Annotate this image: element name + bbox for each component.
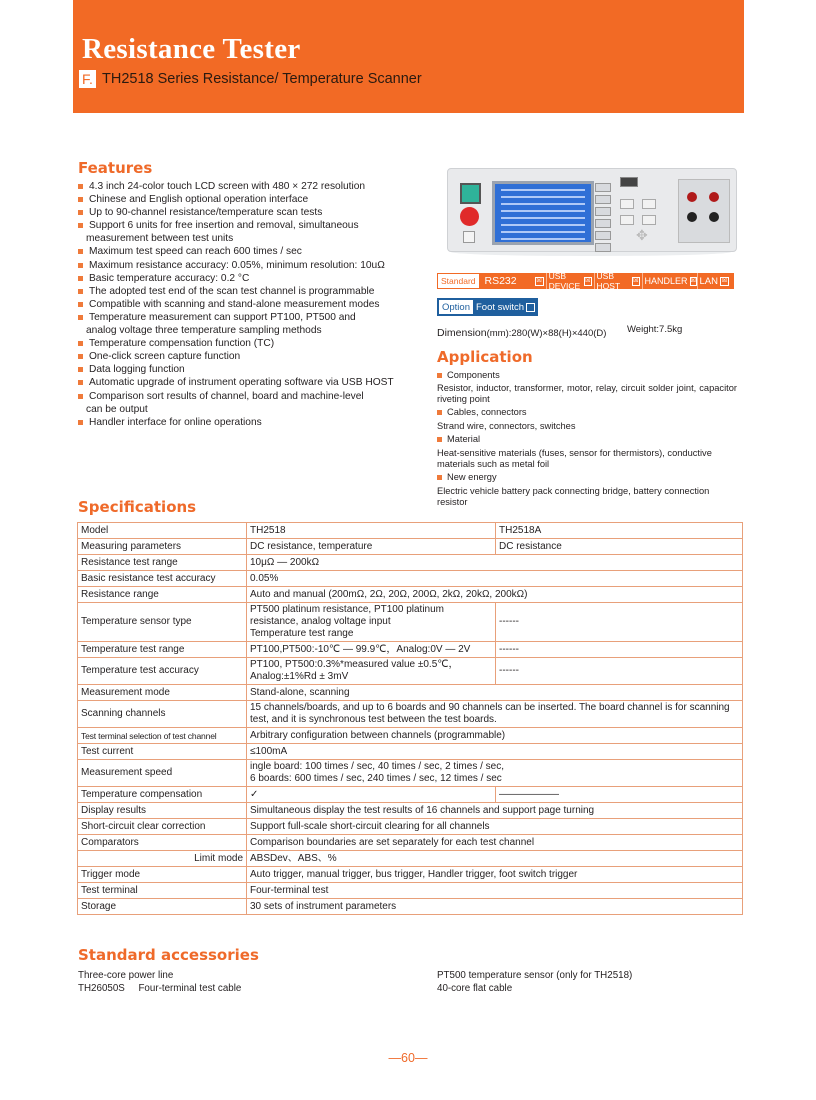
specifications-table: [77, 522, 743, 915]
power-button-icon: [463, 231, 475, 243]
stop-button-icon: [460, 207, 479, 226]
soft-keys: [595, 183, 611, 255]
standard-interfaces-bar: [437, 273, 734, 289]
interface-usb-device: USB DEVICE ☒: [547, 273, 595, 289]
table-row: Test terminal selection of test channel Arbitrary configuration between channels (programmable): [78, 728, 743, 744]
usb-port-icon: [620, 177, 638, 187]
table-row: Test current ≤100mA: [78, 744, 743, 760]
feature-item: Chinese and English optional operation interface: [78, 193, 428, 206]
feature-item: The adopted test end of the scan test channel is programmable: [78, 285, 428, 298]
bullet-icon: [78, 276, 83, 281]
feature-item: Basic temperature accuracy: 0.2 °C: [78, 272, 428, 285]
feature-item: Temperature measurement can support PT100, PT500 and analog voltage three temperature sampling methods: [78, 311, 428, 337]
bullet-icon: [78, 354, 83, 359]
bullet-icon: [78, 263, 83, 268]
checkbox-icon: ☒: [721, 277, 728, 284]
interface-handler: HANDLER ☒: [643, 273, 698, 289]
application-description: Heat-sensitive materials (fuses, sensor for thermistors), conductive materials such as metal foil: [437, 448, 712, 469]
table-row: Display results Simultaneous display the test results of 16 channels and support page turning: [78, 803, 743, 819]
page-number: —60—: [388, 1051, 428, 1065]
bullet-icon: [78, 210, 83, 215]
accessories-right: [437, 969, 632, 995]
table-row: Measurement mode Stand-alone, scanning: [78, 685, 743, 701]
checkbox-icon: ☒: [585, 277, 591, 284]
application-description: Resistor, inductor, transformer, motor, relay, circuit solder joint, capacitor riveting point: [437, 383, 737, 404]
bullet-icon: [78, 420, 83, 425]
bullet-icon: [78, 223, 83, 228]
feature-item: One-click screen capture function: [78, 350, 428, 363]
checkbox-icon: [526, 303, 535, 312]
bullet-icon: [78, 367, 83, 372]
features-heading: Features: [78, 159, 153, 177]
application-category: Cables, connectors: [437, 407, 737, 418]
application-description: Strand wire, connectors, switches: [437, 421, 576, 431]
table-row: Limit mode ABSDev、ABS、%: [78, 851, 743, 867]
interface-rs232: RS232 ☒: [479, 273, 547, 289]
option-label: Option: [439, 300, 473, 314]
checkbox-icon: ☒: [536, 277, 542, 284]
checkbox-icon: ☒: [690, 277, 696, 284]
feature-item: Data logging function: [78, 363, 428, 376]
application-description: Electric vehicle battery pack connecting bridge, battery connection resistor: [437, 486, 710, 507]
feature-item: Up to 90-channel resistance/temperature scan tests: [78, 206, 428, 219]
arrow-keys-icon: ✥: [636, 227, 648, 243]
bullet-icon: [437, 410, 442, 415]
table-row: Temperature sensor type PT500 platinum resistance, PT100 platinum resistance, analog voltage input Temperature test range ------: [78, 603, 743, 642]
accessory-item: TH26050S Four-terminal test cable: [78, 983, 242, 994]
accessory-item: Three-core power line: [78, 970, 174, 981]
bullet-icon: [78, 302, 83, 307]
bullet-icon: [437, 373, 442, 378]
feature-item: Compatible with scanning and stand-alone measurement modes: [78, 298, 428, 311]
feature-item: Support 6 units for free insertion and removal, simultaneous measurement between test units: [78, 219, 428, 245]
feature-item: Temperature compensation function (TC): [78, 337, 428, 350]
weight: Weight:7.5kg: [627, 324, 683, 335]
specifications-heading: Specifications: [78, 498, 197, 516]
product-image: [441, 162, 743, 260]
table-row: Scanning channels 15 channels/boards, and up to 6 boards and 90 channels can be inserted. The board channel is for scanning test, and it is synchronous test between the test boards.: [78, 701, 743, 728]
table-row: Temperature test range PT100,PT500:-10℃ — 99.9℃，Analog:0V — 2V ------: [78, 642, 743, 658]
feature-item: Maximum resistance accuracy: 0.05%, minimum resolution: 10uΩ: [78, 259, 428, 272]
table-row: Storage 30 sets of instrument parameters: [78, 899, 743, 915]
application-list: [437, 370, 737, 510]
application-category: Components: [437, 370, 737, 381]
start-button-icon: [460, 183, 481, 204]
table-row: Trigger mode Auto trigger, manual trigger, bus trigger, Handler trigger, foot switch trigger: [78, 867, 743, 883]
accessory-item: 40-core flat cable: [437, 983, 513, 994]
table-row: Temperature test accuracy PT100, PT500:0.3%*measured value ±0.5℃， Analog:±1%Rd ± 3mV ------: [78, 658, 743, 685]
interface-lan: LAN ☒: [699, 275, 728, 287]
accessory-item: PT500 temperature sensor (only for TH2518): [437, 970, 633, 981]
option-foot-switch: Foot switch: [473, 302, 538, 313]
table-row: Test terminal Four-terminal test: [78, 883, 743, 899]
feature-item: Handler interface for online operations: [78, 416, 428, 429]
dimension: Dimension(mm):280(W)×88(H)×440(D): [437, 327, 607, 339]
section-tag: F.: [79, 70, 96, 88]
accessories-left: [78, 969, 241, 995]
lcd-screen: [492, 181, 594, 245]
bullet-icon: [78, 249, 83, 254]
standard-label: Standard: [438, 274, 479, 288]
option-bar: [437, 298, 538, 316]
subtitle-row: [79, 70, 422, 88]
page-title: Resistance Tester: [82, 33, 301, 65]
feature-item: Maximum test speed can reach 600 times / sec: [78, 245, 428, 258]
table-row: Measurement speed ingle board: 100 times / sec, 40 times / sec, 2 times / sec, 6 boards: 600 times / sec, 240 times / sec, 12 times / sec: [78, 760, 743, 787]
bullet-icon: [78, 341, 83, 346]
feature-item: 4.3 inch 24-color touch LCD screen with 480 × 272 resolution: [78, 180, 428, 193]
instrument-front-panel: [447, 168, 737, 252]
bullet-icon: [437, 475, 442, 480]
table-row: Comparators Comparison boundaries are set separately for each test channel: [78, 835, 743, 851]
application-category: New energy: [437, 472, 737, 483]
interface-usb-host: USB HOST ☒: [595, 273, 643, 289]
table-row: Basic resistance test accuracy 0.05%: [78, 571, 743, 587]
feature-item: Comparison sort results of channel, board and machine-level can be output: [78, 390, 428, 416]
bullet-icon: [437, 437, 442, 442]
table-row: Temperature compensation ✓ ——————: [78, 787, 743, 803]
terminal-panel: [678, 179, 730, 243]
application-category: Material: [437, 434, 737, 445]
bullet-icon: [78, 315, 83, 320]
bullet-icon: [78, 197, 83, 202]
feature-item: Automatic upgrade of instrument operating software via USB HOST: [78, 376, 428, 389]
subtitle: TH2518 Series Resistance/ Temperature Scanner: [102, 71, 422, 87]
accessories-heading: Standard accessories: [78, 946, 259, 964]
bullet-icon: [78, 394, 83, 399]
table-row: Short-circuit clear correction Support full-scale short-circuit clearing for all channels: [78, 819, 743, 835]
bullet-icon: [78, 289, 83, 294]
header-banner: [73, 0, 744, 113]
bullet-icon: [78, 184, 83, 189]
table-row: Measuring parameters DC resistance, temperature DC resistance: [78, 539, 743, 555]
features-list: [78, 180, 428, 429]
checkbox-icon: ☒: [633, 277, 639, 284]
table-row: Resistance test range 10μΩ — 200kΩ: [78, 555, 743, 571]
bullet-icon: [78, 380, 83, 385]
application-heading: Application: [437, 348, 533, 366]
table-row: Resistance range Auto and manual (200mΩ, 2Ω, 20Ω, 200Ω, 2kΩ, 20kΩ, 200kΩ): [78, 587, 743, 603]
table-row: Model TH2518 TH2518A: [78, 523, 743, 539]
